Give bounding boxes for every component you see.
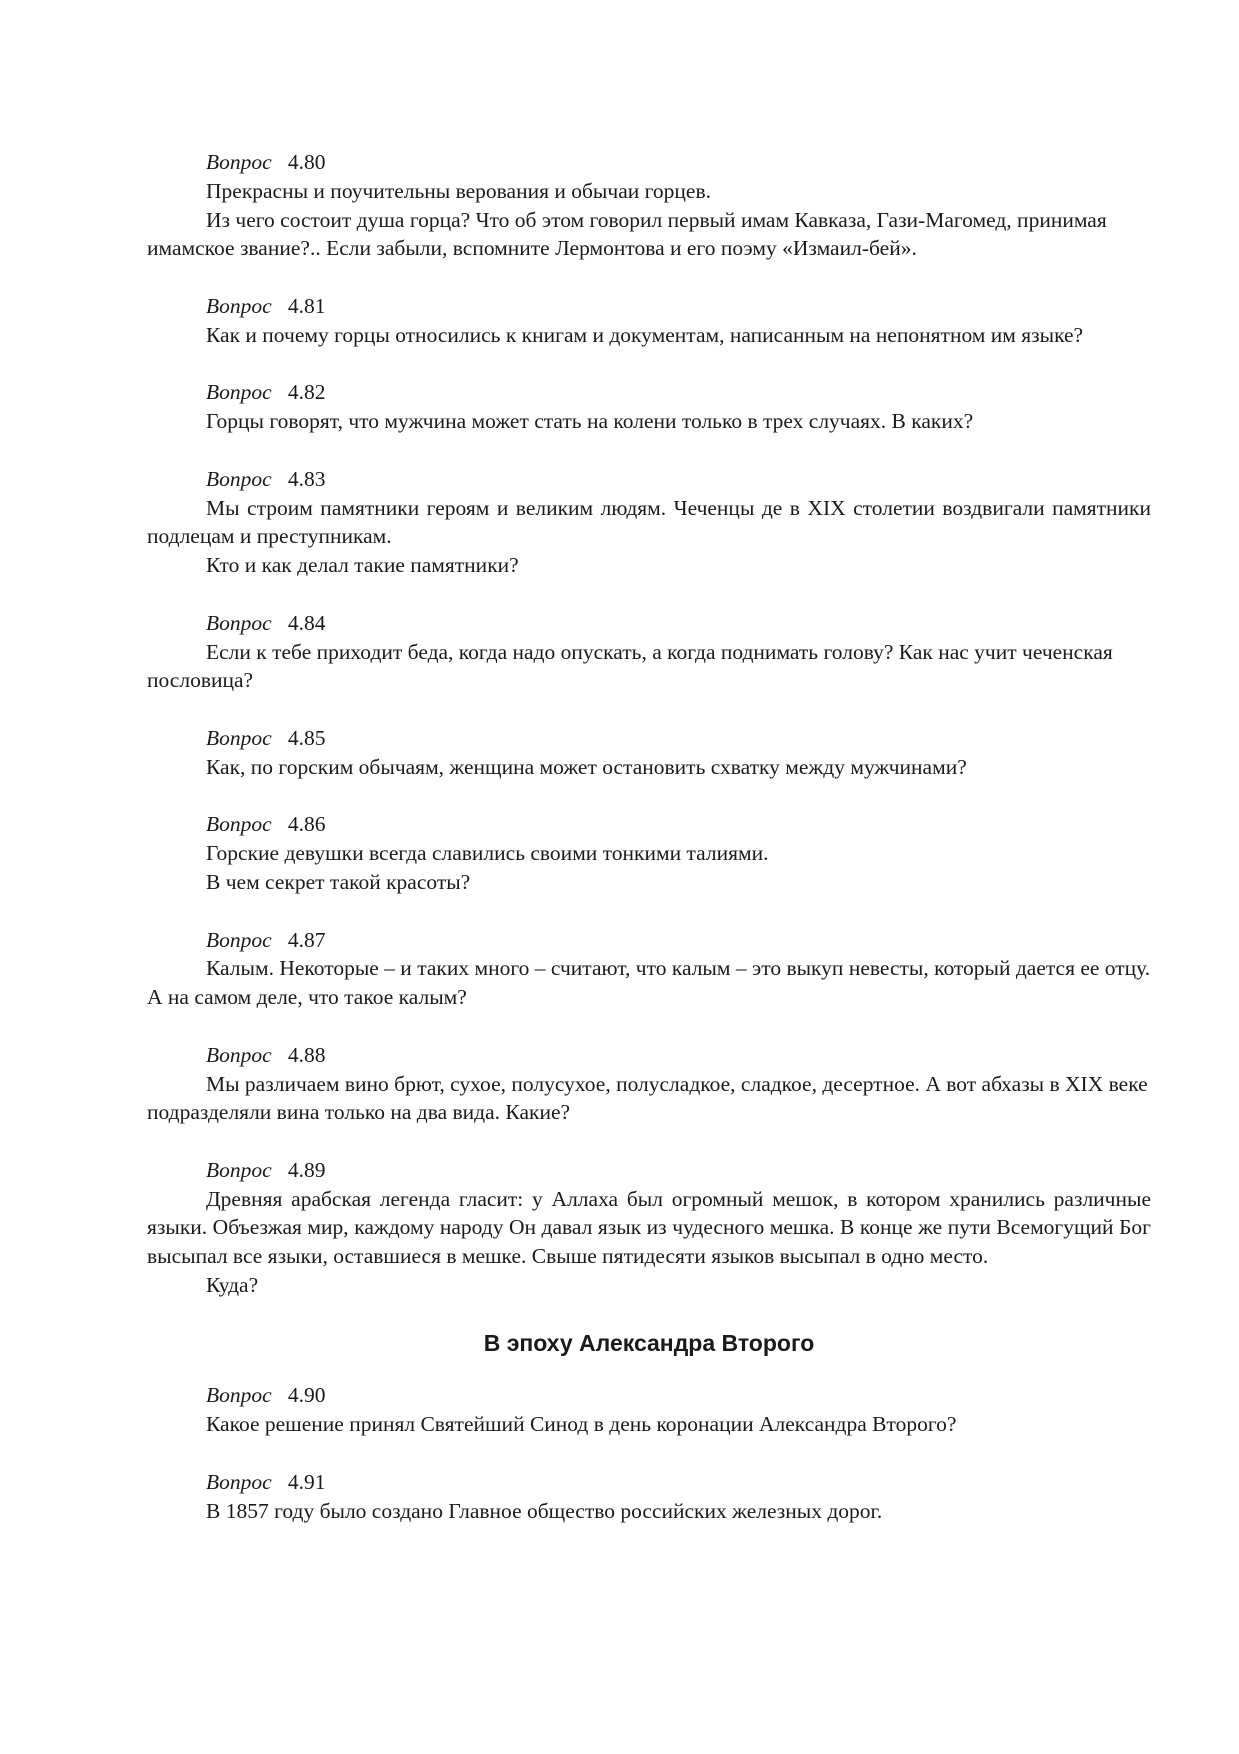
question-block: [147, 378, 1151, 436]
question-label: Вопрос: [206, 150, 272, 174]
questions-block-b: [147, 1381, 1151, 1525]
question-paragraph: Древняя арабская легенда гласит: у Аллаха был огромный мешок, в котором хранились различные языки. Объезжая мир, каждому народу Он давал язык из чудесного мешка. В конце же пути Всемогущий Бог высыпал все языки, оставшиеся в мешке. Свыше пятидесяти языков высыпал в одно место.: [147, 1186, 1151, 1269]
question-heading: [147, 1468, 1151, 1497]
question-heading: [147, 926, 1151, 955]
question-label: Вопрос: [206, 293, 272, 318]
question-label: Вопрос: [206, 927, 272, 952]
question-block: [147, 926, 1151, 1012]
question-heading: [147, 378, 1151, 407]
question-paragraph: Мы строим памятники героям и великим людям. Чеченцы де в XIX столетии воздвигали памятники подлецам и преступникам.: [147, 495, 1151, 549]
question-heading: [147, 1156, 1151, 1185]
question-paragraph: Прекрасны и поучительны верования и обычаи горцев.: [206, 178, 711, 203]
question-number: 4.84: [287, 610, 326, 635]
question-block: [147, 292, 1151, 350]
question-label: Вопрос: [206, 812, 272, 837]
question-number: 4.87: [287, 927, 326, 952]
question-heading: [147, 1381, 1151, 1410]
question-paragraph: Куда?: [206, 1273, 259, 1298]
document-page: [147, 148, 1151, 1554]
question-number: 4.89: [287, 1157, 326, 1182]
question-block: [147, 465, 1151, 580]
question-block: [147, 1041, 1151, 1127]
question-paragraph: Как, по горским обычаям, женщина может остановить схватку между мужчинами?: [206, 754, 967, 779]
question-paragraph: Горцы говорят, что мужчина может стать на колени только в трех случаях. В каких?: [206, 409, 974, 434]
question-block: [147, 724, 1151, 782]
question-paragraph: Кто и как делал такие памятники?: [206, 553, 519, 578]
section-title: В эпоху Александра Второго: [483, 1329, 815, 1356]
question-block: [147, 1468, 1151, 1526]
question-paragraph: Калым. Некоторые – и таких много – считают, что калым – это выкуп невесты, который дается ее отцу. А на самом деле, что такое калым?: [147, 956, 1151, 1010]
question-number: 4.91: [287, 1469, 326, 1494]
question-number: 4.83: [287, 466, 326, 491]
question-number: 4.86: [287, 812, 326, 837]
question-block: [147, 148, 1151, 263]
question-block: [147, 1156, 1151, 1300]
question-heading: [147, 292, 1151, 321]
question-label: Вопрос: [206, 466, 272, 491]
question-heading: [147, 724, 1151, 753]
question-number: 4.90: [287, 1383, 326, 1408]
question-label: Вопрос: [206, 1469, 272, 1494]
question-label: Вопрос: [206, 1157, 272, 1182]
question-heading: [147, 148, 1151, 177]
question-label: Вопрос: [206, 610, 272, 635]
question-paragraph: Какое решение принял Святейший Синод в день коронации Александра Второго?: [206, 1412, 957, 1437]
question-paragraph: Как и почему горцы относились к книгам и документам, написанным на непонятном им языке?: [206, 322, 1084, 347]
question-block: [147, 609, 1151, 695]
question-number: 4.80: [287, 150, 326, 174]
question-heading: [147, 465, 1151, 494]
question-heading: [147, 810, 1151, 839]
question-label: Вопрос: [206, 1042, 272, 1067]
question-block: [147, 1381, 1151, 1439]
question-number: 4.88: [287, 1042, 326, 1067]
question-paragraph: Из чего состоит душа горца? Что об этом говорил первый имам Кавказа, Гази-Магомед, принимая имамское звание?.. Если забыли, вспомните Лермонтова и его поэму «Измаил-бей».: [147, 207, 1107, 261]
question-paragraph: В чем секрет такой красоты?: [206, 869, 471, 894]
question-heading: [147, 609, 1151, 638]
question-label: Вопрос: [206, 725, 272, 750]
question-paragraph: В 1857 году было создано Главное общество российских железных дорог.: [206, 1498, 883, 1523]
question-paragraph: Мы различаем вино брют, сухое, полусухое, полусладкое, сладкое, десертное. А вот абхазы в XIX веке подразделяли вина только на два вида. Какие?: [147, 1071, 1148, 1125]
question-number: 4.85: [287, 725, 326, 750]
question-number: 4.81: [287, 293, 326, 318]
question-block: [147, 810, 1151, 896]
question-paragraph: Горские девушки всегда славились своими тонкими талиями.: [206, 841, 769, 866]
question-number: 4.82: [287, 380, 326, 405]
question-label: Вопрос: [206, 380, 272, 405]
questions-block-a: [147, 148, 1151, 1300]
question-heading: [147, 1041, 1151, 1070]
question-label: Вопрос: [206, 1383, 272, 1408]
question-paragraph: Если к тебе приходит беда, когда надо опускать, а когда поднимать голову? Как нас учит чеченская пословица?: [147, 639, 1113, 693]
